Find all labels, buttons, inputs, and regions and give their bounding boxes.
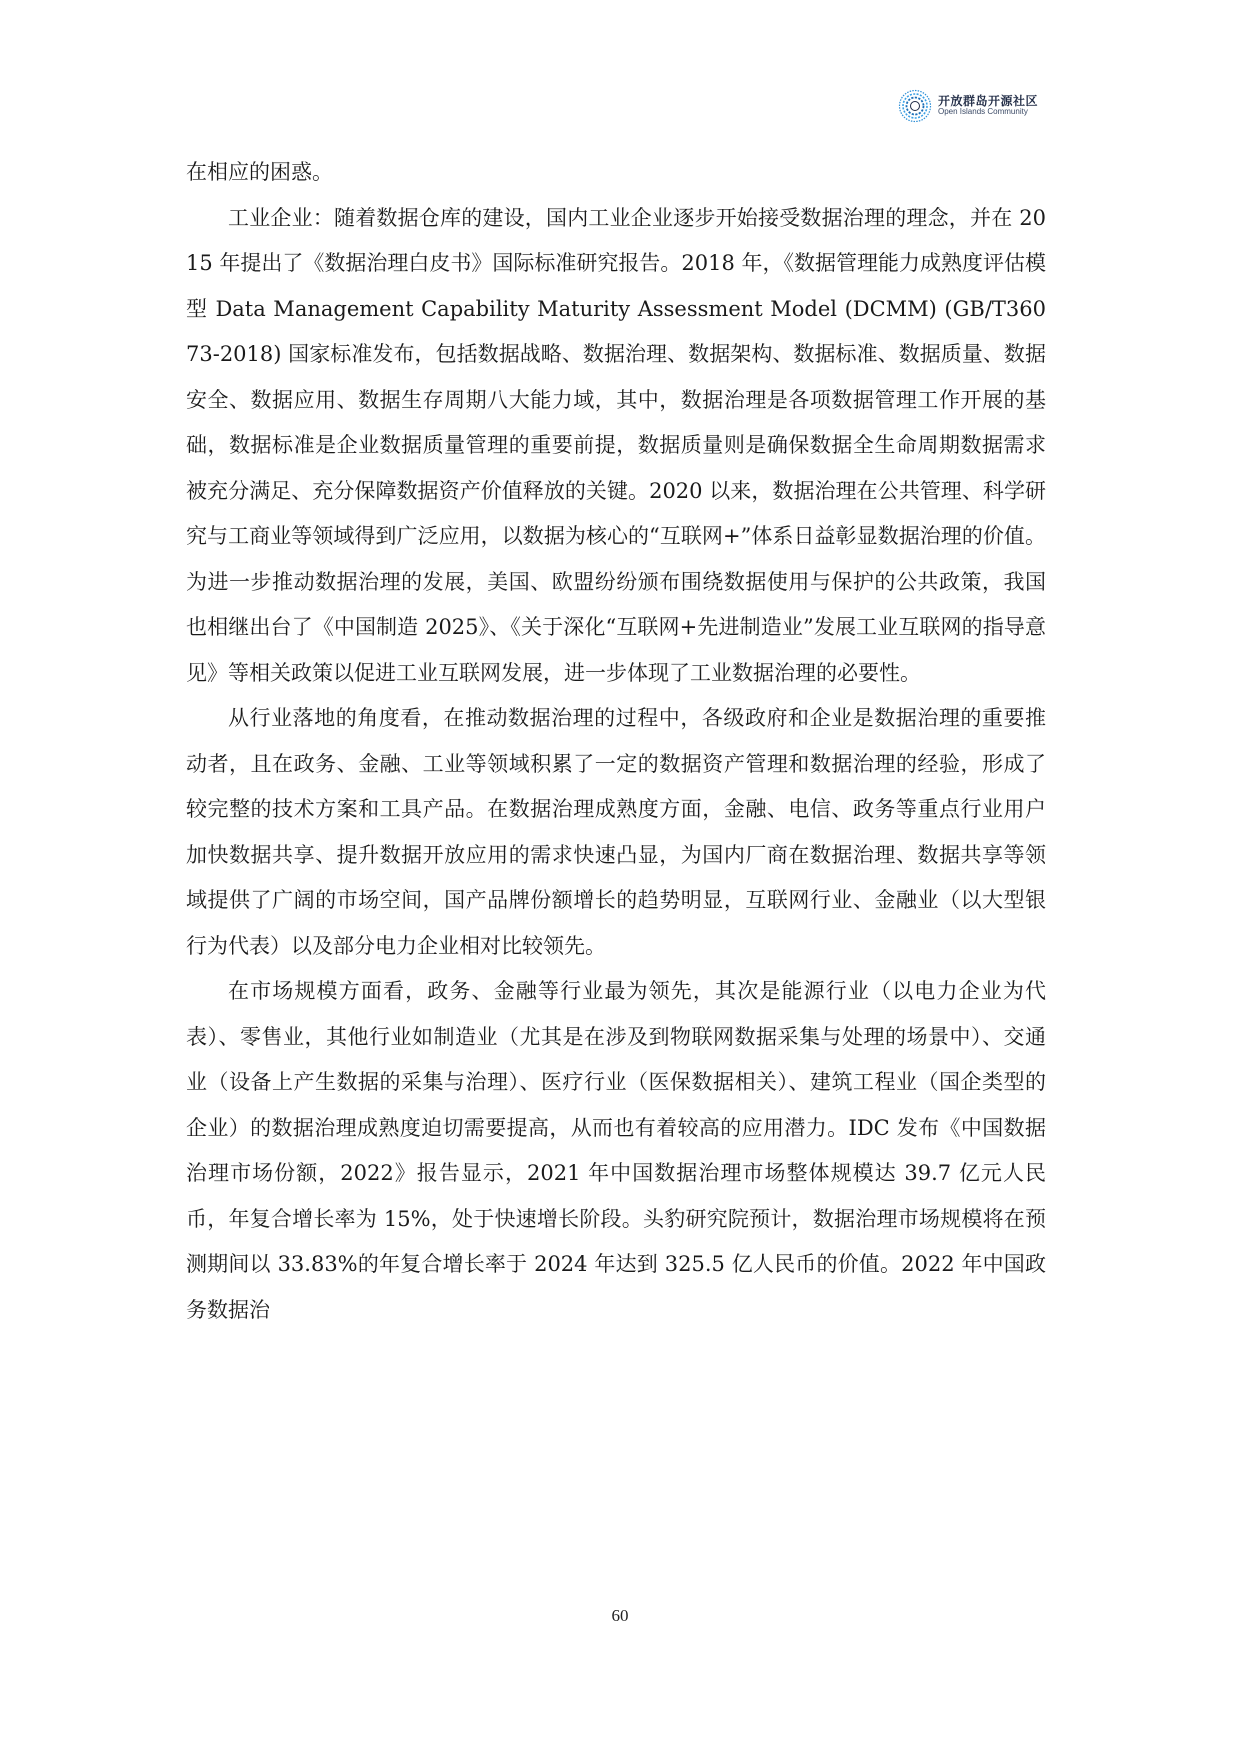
- paragraph-industrial-enterprises: 工业企业：随着数据仓库的建设，国内工业企业逐步开始接受数据治理的理念，并在 2015 年提出了《数据治理白皮书》国际标准研究报告。2018 年，《数据管理能力成熟度评估模型 Data Management Capability Maturity Assessment Model (DCMM) (GB/T36073-2018) 国家标准发布，包括数据战略、数据治理、数据架构、数据标准、数据质量、数据安全、数据应用、数据生存周期八大能力域，其中，数据治理是各项数据管理工作开展的基础，数据标准是企业数据质量管理的重要前提，数据质量则是确保数据全生命周期数据需求被充分满足、充分保障数据资产价值释放的关键。2020 以来，数据治理在公共管理、科学研究与工商业等领域得到广泛应用，以数据为核心的“互联网+”体系日益彰显数据治理的价值。为进一步推动数据治理的发展，美国、欧盟纷纷颁布围绕数据使用与保护的公共政策，我国也相继出台了《中国制造 2025》、《关于深化“互联网+先进制造业”发展工业互联网的指导意见》等相关政策以促进工业互联网发展，进一步体现了工业数据治理的必要性。: [186, 205, 1047, 685]
- header-logo: [898, 88, 1048, 124]
- document-body: [186, 150, 1046, 1333]
- paragraph-continuation: 在相应的困惑。: [186, 160, 333, 184]
- logo-chinese-text: 开放群岛开源社区: [938, 94, 1039, 108]
- logo-english-text: Open Islands Community: [938, 107, 1028, 117]
- open-islands-logo-icon: [898, 89, 932, 123]
- paragraph-industry-adoption: 从行业落地的角度看，在推动数据治理的过程中，各级政府和企业是数据治理的重要推动者，且在政务、金融、工业等领域积累了一定的数据资产管理和数据治理的经验，形成了较完整的技术方案和工具产品。在数据治理成熟度方面，金融、电信、政务等重点行业用户加快数据共享、提升数据开放应用的需求快速凸显，为国内厂商在数据治理、数据共享等领域提供了广阔的市场空间，国产品牌份额增长的趋势明显，互联网行业、金融业（以大型银行为代表）以及部分电力企业相对比较领先。: [186, 706, 1046, 958]
- page-number: 60: [611, 1606, 629, 1625]
- paragraph-market-scale: 在市场规模方面看，政务、金融等行业最为领先，其次是能源行业（以电力企业为代表）、零售业，其他行业如制造业（尤其是在涉及到物联网数据采集与处理的场景中）、交通业（设备上产生数据的采集与治理）、医疗行业（医保数据相关）、建筑工程业（国企类型的企业）的数据治理成熟度迫切需要提高，从而也有着较高的应用潜力。IDC 发布《中国数据治理市场份额，2022》报告显示，2021 年中国数据治理市场整体规模达 39.7 亿元人民币，年复合增长率为 15%，处于快速增长阶段。头豹研究院预计，数据治理市场规模将在预测期间以 33.83%的年复合增长率于 2024 年达到 325.5 亿人民币的价值。2022 年中国政务数据治: [186, 979, 1046, 1322]
